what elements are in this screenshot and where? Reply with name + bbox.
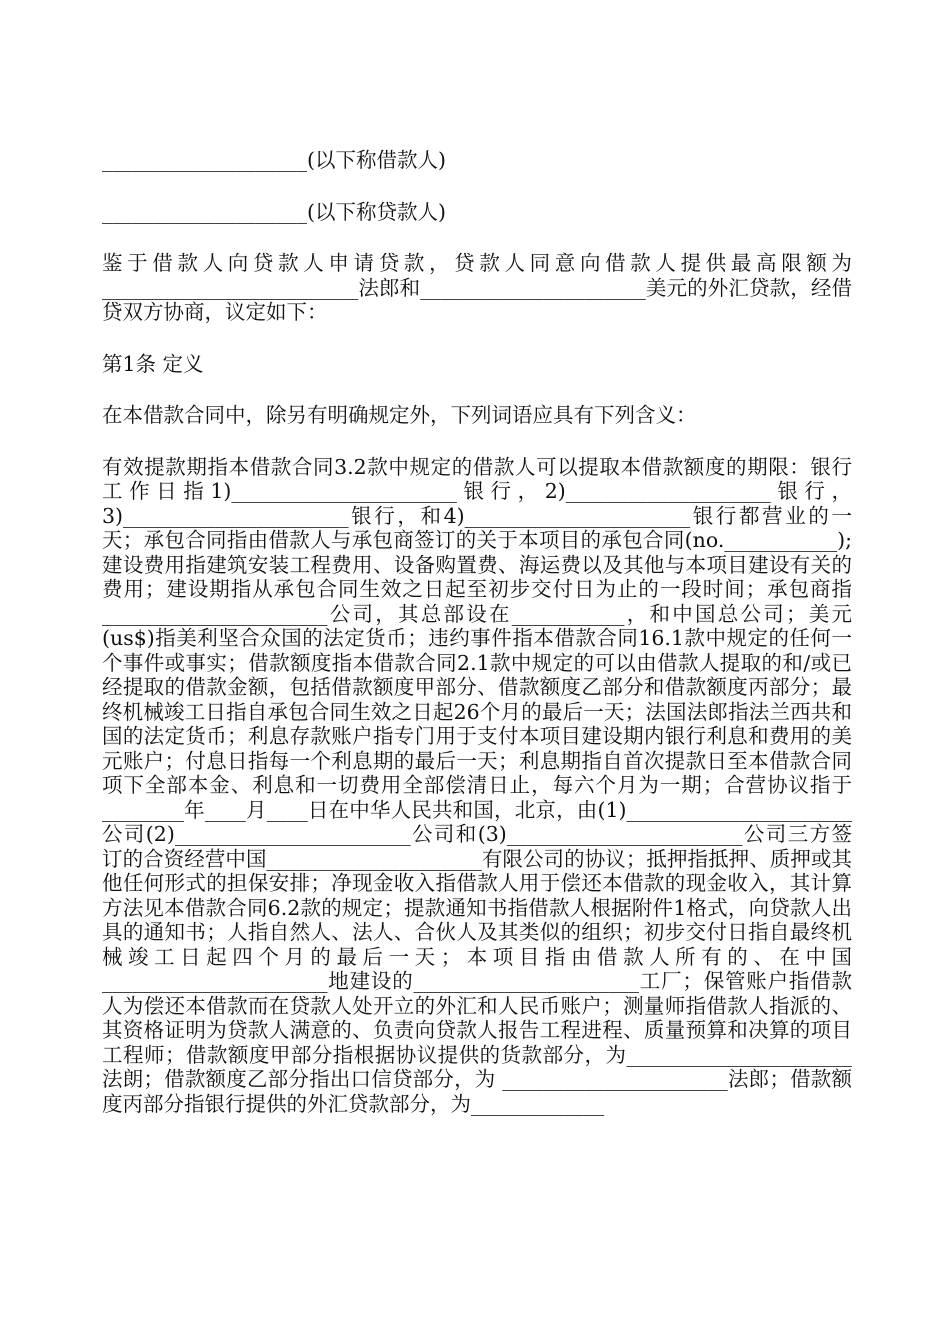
preamble-paragraph: 鉴于借款人向贷款人申请贷款，贷款人同意向借款人提供最高限额为_________________________法郎和______________________美元的外汇贷款，经借贷双方协商，议定如下： (102, 251, 852, 324)
lender-line: ____________________(以下称贷款人) (102, 199, 446, 224)
definitions-paragraph: 有效提款期指本借款合同3.2款中规定的借款人可以提取本借款额度的期限：银行工作日指1)______________________银行，2)____________________银行，3)______________________银行，和4)______________________银行都营业的一天；承包合同指由借款人与承包商签订的关于本项目的承包合同(no.___________);建设费用指建筑安装工程费用、设备购置费、海运费以及其他与本项目建设有关的费用；建设期指从承包合同生效之日起至初步交付日为止的一段时间；承包商指 ______________________公司，其总部设在___________，和中国总公司；美元(us$)指美利坚合众国的法定货币；违约事件指本借款合同16.1款中规定的任何一个事件或事实；借款额度指本借款合同2.1款中规定的可以由借款人提取的和/或已经提取的借款金额，包括借款额度甲部分、借款额度乙部分和借款额度丙部分；最终机械竣工日指自承包合同生效之日起26个月的最后一天；法国法郎指法兰西共和国的法定货币；利息存款账户指专门用于支付本项目建设期内银行利息和费用的美元账户；付息日指每一个利息期的最后一天；利息期指自首次提款日至本借款合同项下全部本金、利息和一切费用全部偿清日止，每六个月为一期；合营协议指于________年____月____日在中华人民共和国，北京，由(1)______________________公司(2)_______________________公司和(3)_______________________公司三方签订的合资经营中国_____________________有限公司的协议；抵押指抵押、质押或其他任何形式的担保安排；净现金收入指借款人用于偿还本借款的现金收入，其计算方法见本借款合同6.2款的规定；提款通知书指借款人根据附件1格式，向贷款人出具的通知书；人指自然人、法人、合伙人及其类似的组织；初步交付日指自最终机械竣工日起四个月的最后一天；本项目指由借款人所有的、在中国 ______________________地建设的______________________工厂；保管账户指借款人为偿还本借款而在贷款人处开立的外汇和人民币账户；测量师指借款人指派的、其资格证明为贷款人满意的、负责向贷款人报告工程进程、质量预算和决算的项目工程师；借款额度甲部分指根据协议提供的货款部分，为______________________法朗；借款额度乙部分指出口信贷部分，为 ______________________法郎；借款额度丙部分指银行提供的外汇贷款部分，为_____________ (102, 454, 852, 1116)
intro-paragraph: 在本借款合同中，除另有明确规定外，下列词语应具有下列含义： (102, 403, 697, 427)
contract-page (102, 148, 852, 1143)
article-title: 第1条 定义 (102, 351, 204, 376)
borrower-line: ____________________(以下称借款人) (102, 148, 446, 172)
